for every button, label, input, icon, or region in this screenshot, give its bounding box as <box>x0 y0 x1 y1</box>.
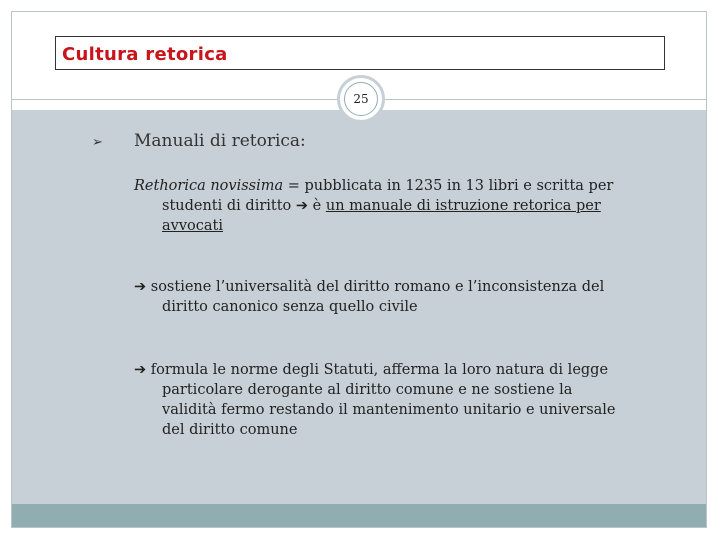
text-segment: formula le norme degli Statuti, afferma la loro natura di legge <box>146 362 609 378</box>
text-segment: del diritto comune <box>162 422 298 438</box>
paragraph-line <box>134 176 664 196</box>
page-number-ring <box>344 82 378 116</box>
paragraph-line <box>134 297 664 317</box>
arrowhead-bullet-icon: ➢ <box>92 135 103 150</box>
paragraph-statuti <box>134 360 664 440</box>
text-segment: è <box>308 198 326 214</box>
paragraph-line <box>134 360 664 380</box>
paragraph-line <box>134 216 664 236</box>
page-number-badge <box>337 75 385 123</box>
footer-bar <box>12 504 706 527</box>
paragraph-universalita <box>134 277 664 317</box>
paragraph-line <box>134 380 664 400</box>
page-number: 25 <box>353 92 369 106</box>
text-segment: sostiene l’universalità del diritto romano e l’inconsistenza del <box>146 279 605 295</box>
underlined-text: avvocati <box>162 218 223 234</box>
text-segment: particolare derogante al diritto comune e ne sostiene la <box>162 382 573 398</box>
slide-title: Cultura retorica <box>62 44 228 65</box>
paragraph-line <box>134 277 664 297</box>
paragraph-line <box>134 196 664 216</box>
paragraph-line <box>134 400 664 420</box>
book-title: Rethorica novissima <box>134 178 284 194</box>
title-box <box>55 36 665 70</box>
arrow-icon: ➔ <box>134 279 147 295</box>
arrow-icon: ➔ <box>134 362 147 378</box>
text-segment: = pubblicata in 1235 in 13 libri e scritta per <box>283 178 614 194</box>
text-segment: diritto canonico senza quello civile <box>162 299 418 315</box>
paragraph-rethorica <box>134 176 664 236</box>
arrow-icon: ➔ <box>295 198 309 214</box>
text-segment: validità fermo restando il mantenimento unitario e universale <box>162 402 616 418</box>
underlined-text: un manuale di istruzione retorica per <box>325 198 601 214</box>
text-segment: studenti di diritto <box>162 198 296 214</box>
section-heading: Manuali di retorica: <box>134 131 306 151</box>
paragraph-line <box>134 420 664 440</box>
